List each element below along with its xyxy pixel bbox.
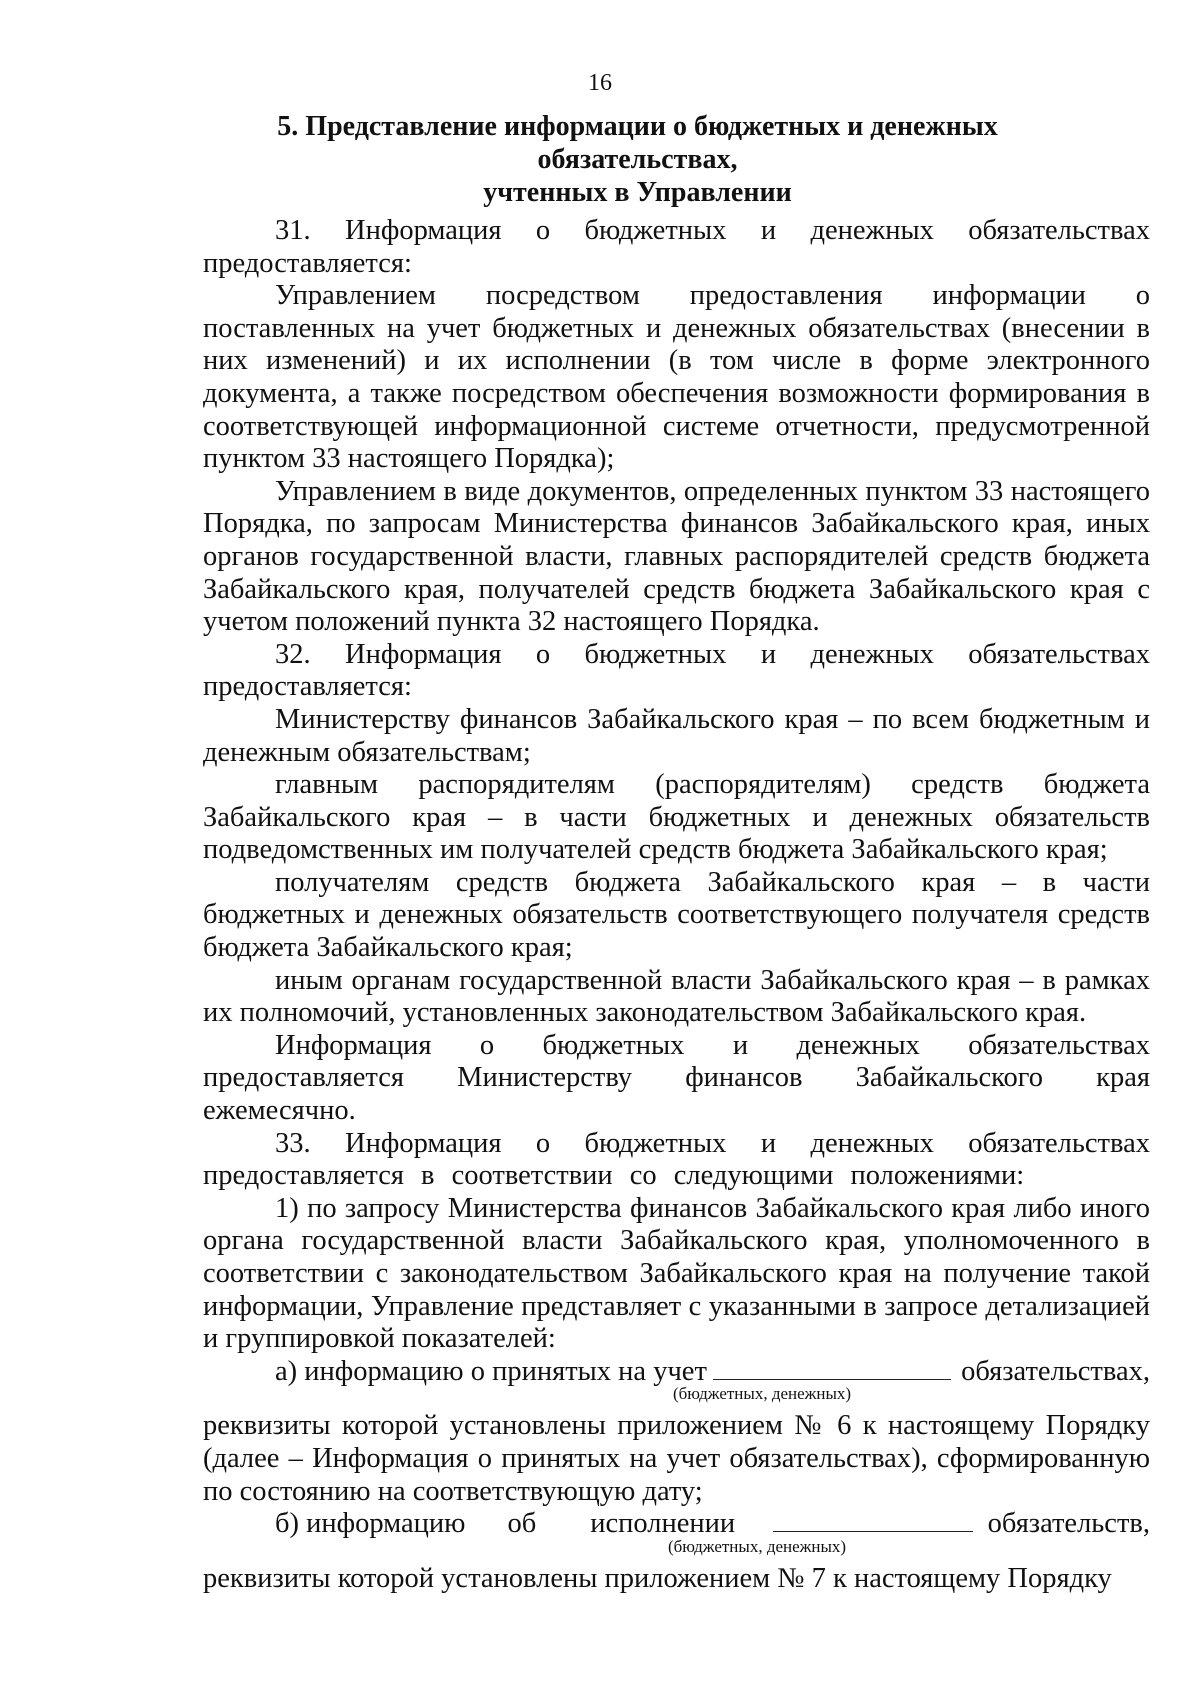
- paragraph: Информация о бюджетных и денежных обязательствах предоставляется Министерству финансов Забайкальского края ежемесячно.: [203, 1029, 1150, 1127]
- paragraph: Управлением посредством предоставления информации о поставленных на учет бюджетных и денежных обязательствах (внесении в них изменений) и их исполнении (в том числе в форме электронного документа, а также посредством обеспечения возможности формирования в соответствующей информационной системе отчетности, предусмотренной пунктом 33 настоящего Порядка);: [203, 280, 1150, 475]
- page-number: 16: [588, 70, 612, 96]
- paragraph-31: 31. Информация о бюджетных и денежных обязательствах предоставляется:: [203, 215, 1150, 279]
- heading-line-2: учтенных в Управлении: [483, 177, 792, 208]
- item-b-continuation: реквизиты которой установлены приложением № 7 к настоящему Порядку: [203, 1562, 1112, 1594]
- item-a-caption: (бюджетных, денежных): [673, 1384, 852, 1404]
- document-body: [203, 215, 1150, 1595]
- item-a-continuation: реквизиты которой установлены приложением № 6 к настоящему Порядку (далее – Информация о принятых на учет обязательствах), сформированную по состоянию на соответствующую дату;: [203, 1410, 1150, 1507]
- paragraph: Министерству финансов Забайкальского края – по всем бюджетным и денежным обязательствам;: [203, 703, 1150, 768]
- paragraph-32: 32. Информация о бюджетных и денежных обязательствах предоставляется:: [203, 638, 1150, 703]
- item-a-caption-row: [203, 1384, 1150, 1410]
- item-b-word-1: б) информацию: [275, 1508, 466, 1540]
- heading-line-1: 5. Представление информации о бюджетных и денежных обязательствах,: [277, 111, 998, 175]
- paragraph: иным органам государственной власти Забайкальского края – в рамках их полномочий, установленных законодательством Забайкальского края.: [203, 964, 1150, 1029]
- item-b-word-3: исполнении: [590, 1508, 736, 1540]
- paragraph: 1) по запросу Министерства финансов Забайкальского края либо иного органа государственной власти Забайкальского края, уполномоченного в соответствии с законодательством Забайкальского края на получение такой информации, Управление представляет с указанными в запросе детализацией и группировкой показателей:: [203, 1192, 1150, 1355]
- paragraph: главным распорядителям (распорядителям) средств бюджета Забайкальского края – в части бюджетных и денежных обязательств подведомственных им получателей средств бюджета Забайкальского края;: [203, 769, 1150, 866]
- item-a-after: обязательствах,: [961, 1355, 1150, 1387]
- item-b-word-2: об: [507, 1508, 537, 1540]
- blank-line: [773, 1530, 973, 1532]
- item-b-caption: (бюджетных, денежных): [668, 1536, 847, 1556]
- section-heading: [185, 110, 1090, 209]
- item-b-after: обязательств,: [987, 1508, 1150, 1540]
- item-b-caption-row: [203, 1536, 1150, 1563]
- paragraph: получателям средств бюджета Забайкальского края – в части бюджетных и денежных обязательств соответствующего получателя средств бюджета Забайкальского края;: [203, 866, 1150, 964]
- paragraph-33: 33. Информация о бюджетных и денежных обязательствах предоставляется в соответствии со следующими положениями:: [203, 1127, 1150, 1192]
- blank-line: [713, 1378, 951, 1380]
- item-a-text: а) информацию о принятых на учет: [275, 1355, 707, 1387]
- paragraph: Управлением в виде документов, определенных пунктом 33 настоящего Порядка, по запросам Министерства финансов Забайкальского края, иных органов государственной власти, главных распорядителей средств бюджета Забайкальского края, получателей средств бюджета Забайкальского края с учетом положений пункта 32 настоящего Порядка.: [203, 475, 1150, 638]
